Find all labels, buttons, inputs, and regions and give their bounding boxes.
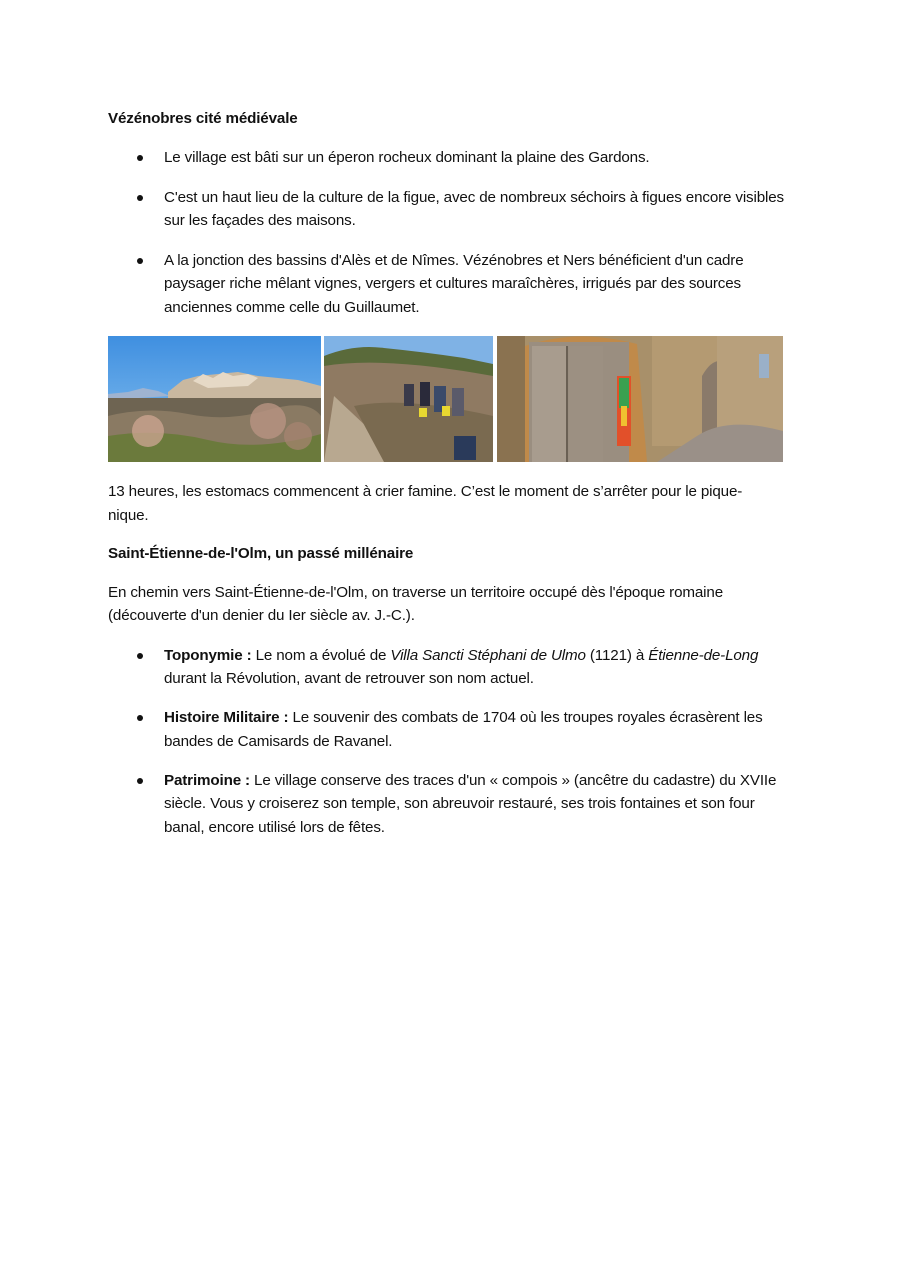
bullet-icon [137, 195, 143, 201]
bullet-label: Toponymie : [164, 647, 252, 664]
bullet-text: banal, encore utilisé lors de fêtes. [164, 819, 385, 836]
revolutionary-name: Étienne-de-Long [648, 647, 759, 664]
bullet-text-histoire [164, 706, 763, 730]
bullet-text-toponymie [164, 644, 758, 668]
section-heading-vezenobres: Vézénobres cité médiévale [108, 110, 298, 127]
bullet-text: sur les façades des maisons. [164, 212, 356, 229]
bullet-icon [137, 258, 143, 264]
bullet-icon [137, 778, 143, 784]
bullet-icon [137, 155, 143, 161]
text-span: Le nom a évolué de [251, 647, 391, 664]
bullet-text: anciennes comme celle du Guillaumet. [164, 299, 420, 316]
bullet-text: paysager riche mêlant vignes, vergers et cultures maraîchères, irrigués par des sources [164, 275, 741, 292]
bullet-label: Histoire Militaire : [164, 709, 289, 726]
bullet-label: Patrimoine : [164, 772, 250, 789]
text-span: Le souvenir des combats de 1704 où les troupes royales écrasèrent les [288, 709, 763, 726]
bullet-icon [137, 715, 143, 721]
bullet-text: Le village est bâti sur un éperon rocheux dominant la plaine des Gardons. [164, 149, 650, 166]
section-heading-saint-etienne: Saint-Étienne-de-l'Olm, un passé millénaire [108, 545, 414, 562]
bullet-text-patrimoine [164, 769, 776, 793]
photo-picnic-hikers [324, 336, 493, 462]
text-span: Le village conserve des traces d'un « compois » (ancêtre du cadastre) du XVIIe [249, 772, 777, 789]
paragraph-text: (découverte d'un denier du Ier siècle av. J.-C.). [108, 607, 415, 624]
text-span: (1121) à [585, 647, 649, 664]
latin-name: Villa Sancti Stéphani de Ulmo [390, 647, 586, 664]
bullet-text: A la jonction des bassins d'Alès et de Nîmes. Vézénobres et Ners bénéficient d'un cadre [164, 252, 744, 269]
bullet-text: bandes de Camisards de Ravanel. [164, 733, 393, 750]
photo-medieval-street [497, 336, 783, 462]
bullet-icon [137, 653, 143, 659]
paragraph-text: 13 heures, les estomacs commencent à crier famine. C’est le moment de s’arrêter pour le pique- [108, 483, 743, 500]
bullet-text: durant la Révolution, avant de retrouver son nom actuel. [164, 670, 534, 687]
photo-village-hill [108, 336, 321, 462]
paragraph-text: nique. [108, 507, 149, 524]
bullet-text: C'est un haut lieu de la culture de la figue, avec de nombreux séchoirs à figues encore visibles [164, 189, 784, 206]
paragraph-text: En chemin vers Saint-Étienne-de-l'Olm, on traverse un territoire occupé dès l'époque romaine [108, 584, 723, 601]
bullet-text: siècle. Vous y croiserez son temple, son abreuvoir restauré, ses trois fontaines et son four [164, 795, 755, 812]
